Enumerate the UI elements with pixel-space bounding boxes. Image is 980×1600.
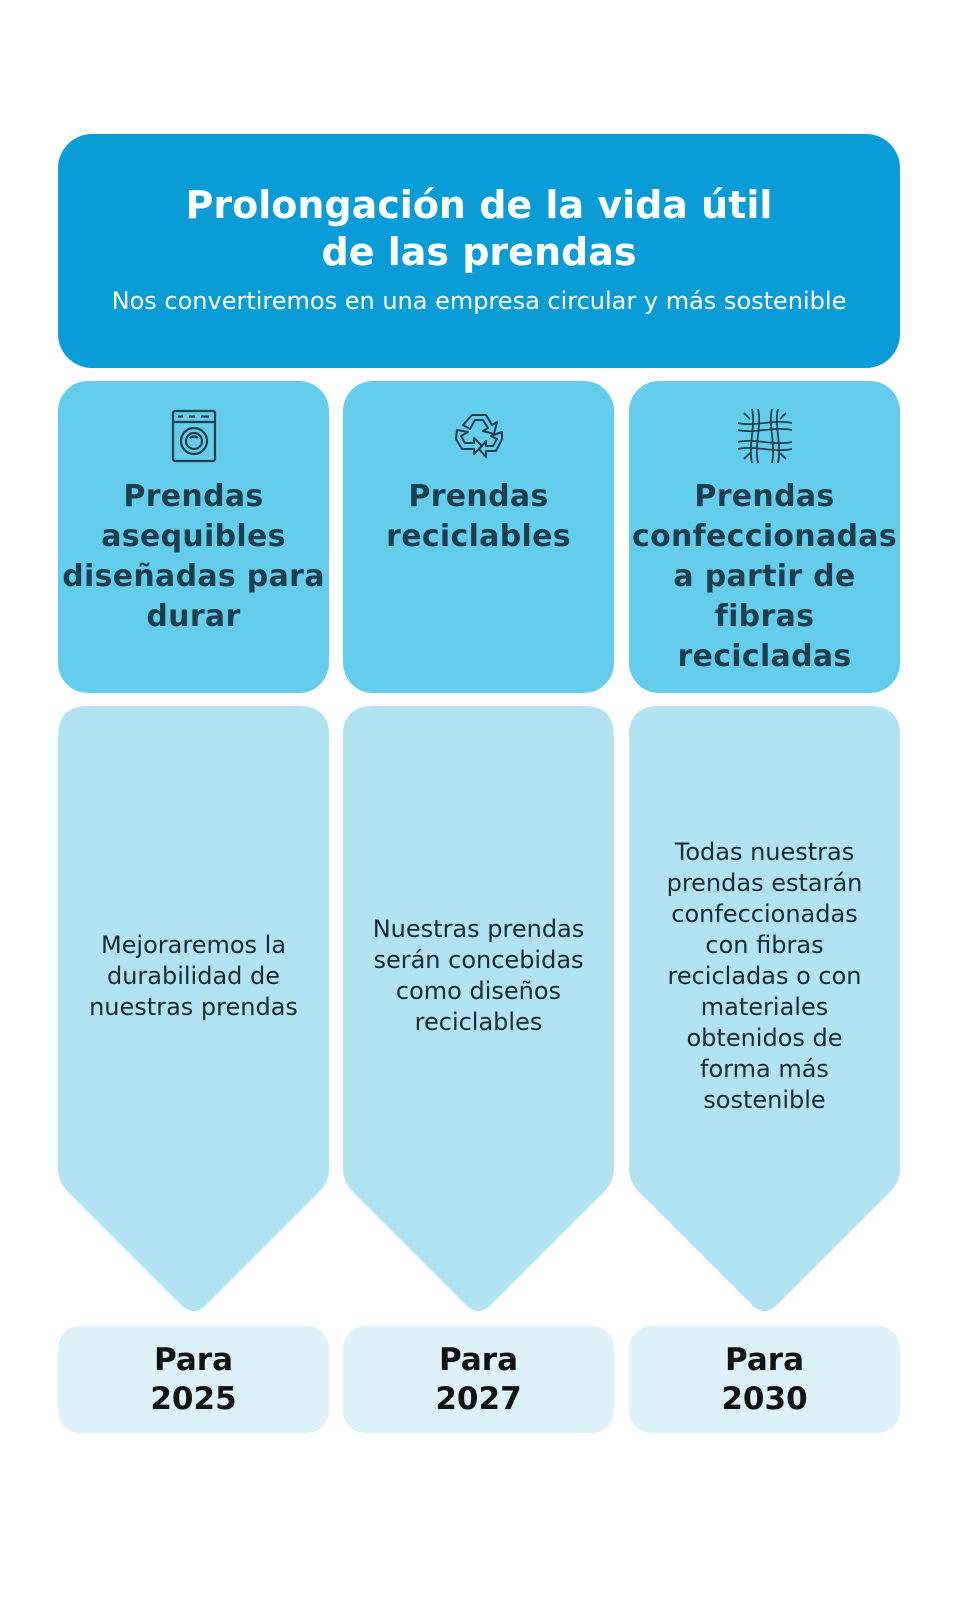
goal-description: Mejoraremos la durabilidad de nuestras prendas [89,930,298,1021]
target-year-badge [58,1326,329,1433]
goal-arrow-recycled-fibers [629,706,900,1312]
goal-description: Nuestras prendas serán concebidas como diseños reciclables [372,915,585,1036]
washing-machine-icon [163,405,225,467]
goal-description: Todas nuestras prendas estarán confeccionadas con fibras recicladas o con materiales obtenidos de forma más sostenible [666,837,863,1114]
target-year-badge [343,1326,614,1433]
page-title: Prolongación de la vida útil de las prendas [185,183,773,274]
goal-card-recycled-fibers [629,381,900,693]
year-value: 2030 [721,1380,808,1417]
fiber-icon [734,405,796,467]
card-title: Prendas asequibles diseñadas para durar [62,479,325,634]
card-title: Prendas confeccionadas a partir de fibras recicladas [632,479,897,674]
target-year-badge [629,1326,900,1433]
goal-card-durability [58,381,329,693]
goal-arrow-recyclable [343,706,614,1312]
header-banner [58,134,900,368]
year-prefix: Para [153,1341,233,1378]
year-prefix: Para [438,1341,518,1378]
year-value: 2025 [150,1380,237,1417]
recycle-icon [448,405,510,467]
card-title: Prendas reciclables [386,479,571,554]
year-prefix: Para [724,1341,804,1378]
goal-card-recyclable [343,381,614,693]
year-value: 2027 [435,1380,522,1417]
goal-arrow-durability [58,706,329,1312]
page-subtitle: Nos convertiremos en una empresa circular y más sostenible [111,287,847,315]
